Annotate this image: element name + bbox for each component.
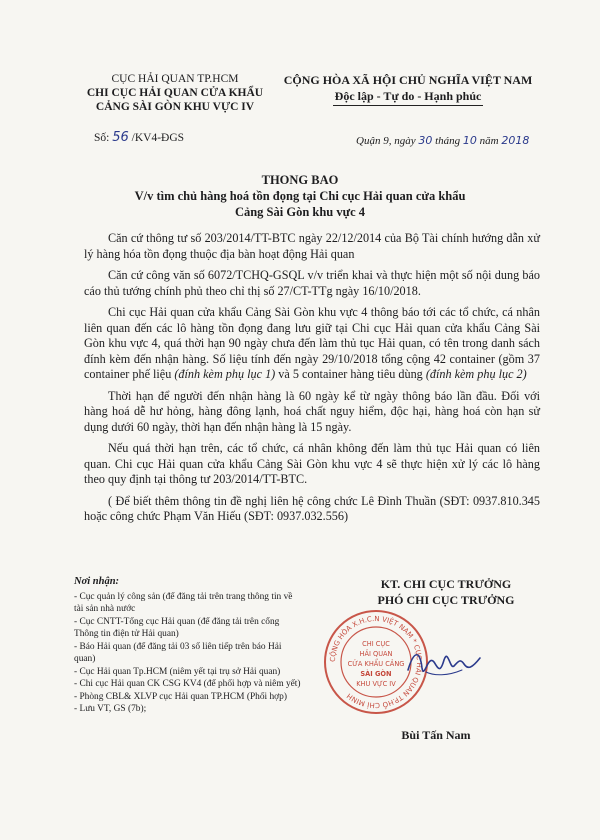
agency-line-3: CẢNG SÀI GÒN KHU VỰC IV [95, 101, 255, 113]
recipients-heading: Nơi nhận: [74, 576, 120, 587]
stamp-ring-text: CỘNG HÒA X.H.C.N VIỆT NAM * CỤC HẢI QUAN TP.HỒ CHÍ MINH [328, 614, 424, 710]
document-number [94, 130, 184, 145]
date-place: Quận 9, ngày [356, 135, 416, 147]
motto-underline [333, 105, 483, 106]
title-line-1: THONG BAO [261, 173, 339, 187]
date-month-label: tháng [435, 135, 461, 147]
agency-line-1: CỤC HẢI QUAN TP.HCM [111, 73, 239, 85]
notice-text-mid: và 5 container hàng tiêu dùng [278, 367, 423, 381]
stamp-center-line: CHI CỤC [362, 640, 390, 648]
stamp-center-line: HẢI QUAN [359, 650, 393, 658]
notice-appendix-1: (đính kèm phụ lục 1) [174, 367, 276, 381]
handwritten-signature [404, 640, 484, 686]
notice-text: Chi cục Hải quan cửa khẩu Cảng Sài Gòn khu vực 4 thông báo tới các tổ chức, cá nhân liên quan đến các lô hàng tồn đọng đang lưu giữ tại Chi cục Hải quan cửa khẩu Cảng Sài Gòn khu vực 4, quá thời hạn 90 ngày chưa đến làm thủ tục Hải quan, có tên trong danh sách đính kèm đến nhận hàng. Số liệu tính đến ngày 29/10/2018 tổng cộng 42 container (gồm 37 container phế liệu [84, 305, 540, 381]
recipient-item: - Báo Hải quan (để đăng tải 03 số liên tiếp trên báo Hải quan) [74, 641, 282, 664]
stamp-center-line: CỬA KHẨU CẢNG [347, 660, 405, 668]
paragraph-deadline: Thời hạn để người đến nhận hàng là 60 ngày kể từ ngày thông báo lần đầu. Đối với hàng hoá dễ hư hỏng, hàng đông lạnh, hoá chất nguy hiểm, độc hại, hàng hoá còn hạn sử dụng dưới 60 ngày, thời hạn đến nhận hàng là 15 ngày. [84, 388, 540, 434]
recipient-item: - Cục Hải quan Tp.HCM (niêm yết tại trụ sở Hải quan) [74, 666, 281, 677]
date-line [356, 134, 529, 147]
paragraph-notice [84, 305, 540, 383]
paragraph-legal-basis-1: Căn cứ thông tư số 203/2014/TT-BTC ngày 22/12/2014 của Bộ Tài chính hướng dẫn xử lý hàng hóa tồn đọng thuộc địa bàn hoạt động Hải quan [84, 231, 540, 261]
document-body [84, 231, 540, 531]
date-month: 10 [462, 134, 477, 147]
stamp-center-line: SÀI GÒN [360, 670, 392, 678]
signer-title-1: KT. CHI CỤC TRƯỞNG [380, 577, 512, 591]
paragraph-consequence: Nếu quá thời hạn trên, các tổ chức, cá nhân không đến làm thủ tục Hải quan có liên quan. Chi cục Hải quan cửa khẩu Cảng Sài Gòn khu vực 4 sẽ thực hiện xử lý các lô hàng theo quy định tại thông tư 203/2014/TT-BTC. [84, 441, 540, 486]
agency-line-2: CHI CỤC HẢI QUAN CỬA KHẨU [86, 87, 264, 99]
recipient-item: - Cục CNTT-Tổng cục Hải quan (để đăng tải trên cổng Thông tin điện tử Hải quan) [74, 616, 280, 639]
date-year-label: năm [479, 135, 499, 147]
nation-name: CỘNG HÒA XÃ HỘI CHỦ NGHĨA VIỆT NAM [283, 73, 533, 87]
recipient-item: - Chi cục Hải quan CK CSG KV4 (để phối hợp và niêm yết) [74, 679, 301, 689]
stamp-center-line: KHU VỰC IV [356, 680, 396, 688]
doc-number-suffix: /KV4-ĐGS [131, 132, 185, 144]
recipient-item: - Phòng CBL& XLVP cục Hải quan TP.HCM (Phối hợp) [74, 691, 287, 702]
signer-name: Bùi Tấn Nam [401, 728, 471, 742]
paragraph-contact: ( Để biết thêm thông tin đề nghị liên hệ công chức Lê Đình Thuần (SĐT: 0937.810.345 hoặc công chức Phạm Văn Hiếu (SĐT: 0937.032.556) [84, 493, 540, 523]
document-title [60, 172, 540, 220]
signature-block [336, 576, 556, 608]
recipient-item: - Cục quản lý công sản (để đăng tải trên trang thông tin về tài sản nhà nước [74, 591, 293, 614]
signer-title-2: PHÓ CHI CỤC TRƯỞNG [377, 593, 515, 607]
issuing-agency-header [60, 72, 290, 114]
paragraph-legal-basis-2: Căn cứ công văn số 6072/TCHQ-GSQL v/v triển khai và thực hiện một số nội dung báo cáo thủ tướng chính phủ theo chỉ thị số 27/CT-TTg ngày 16/10/2018. [84, 268, 540, 298]
doc-number-prefix: Số: [94, 132, 110, 144]
notice-appendix-2: (đính kèm phụ lục 2) [425, 367, 527, 381]
recipient-item: - Lưu VT, GS (7b); [74, 704, 147, 714]
doc-number-handwritten: 56 [112, 130, 129, 145]
nation-motto: Độc lập - Tự do - Hạnh phúc [334, 89, 482, 103]
title-line-2: V/v tìm chủ hàng hoá tồn đọng tại Chi cục Hải quan cửa khẩu [134, 189, 466, 203]
title-line-3: Cảng Sài Gòn khu vực 4 [234, 205, 366, 219]
recipients-list [74, 576, 304, 716]
date-day: 30 [418, 134, 433, 147]
national-motto-header [268, 72, 548, 106]
date-year: 2018 [501, 134, 530, 147]
